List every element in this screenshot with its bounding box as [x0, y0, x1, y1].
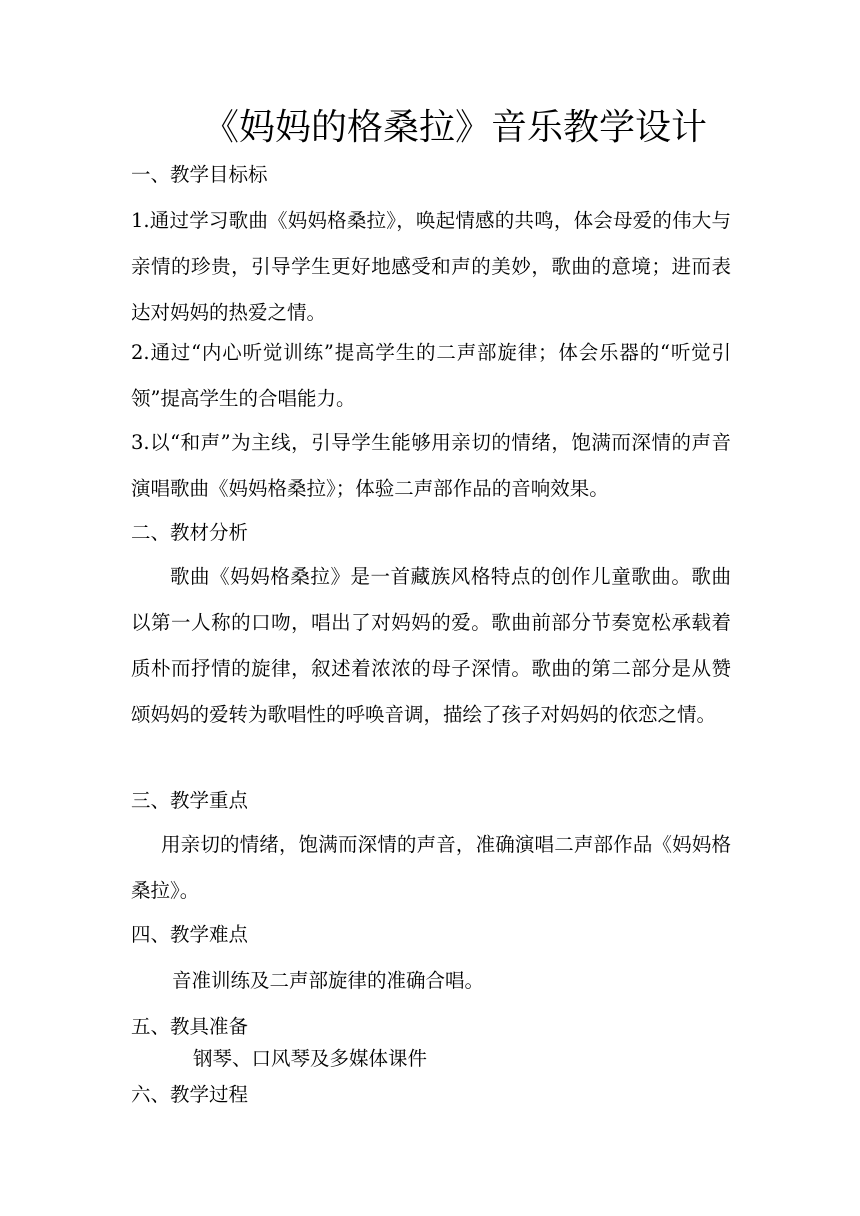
difficulties-paragraph: 音准训练及二声部旋律的准确合唱。 [172, 969, 485, 992]
section-heading-objectives: 一、教学目标标 [131, 163, 268, 186]
objective-paragraph-1: 1.通过学习歌曲《妈妈格桑拉》，唤起情感的共鸣，体会母爱的伟大与亲情的珍贵，引导学生更好地感受和声的美妙，歌曲的意境；进而表达对妈妈的热爱之情。 [131, 209, 731, 324]
section-heading-difficulties: 四、教学难点 [131, 923, 249, 946]
teaching-aids-paragraph: 钢琴、口风琴及多媒体课件 [193, 1047, 428, 1070]
section-heading-process: 六、教学过程 [131, 1083, 249, 1106]
document-title: 《妈妈的格桑拉》音乐教学设计 [202, 107, 707, 148]
analysis-paragraph: 歌曲《妈妈格桑拉》是一首藏族风格特点的创作儿童歌曲。歌曲以第一人称的口吻，唱出了对妈妈的爱。歌曲前部分节奏宽松承载着质朴而抒情的旋律，叙述着浓浓的母子深情。歌曲的第二部分是从赞颂妈妈的爱转为歌唱性的呼唤音调，描绘了孩子对妈妈的依恋之情。 [131, 565, 731, 726]
key-points-paragraph: 用亲切的情绪，饱满而深情的声音，准确演唱二声部作品《妈妈格桑拉》。 [131, 833, 731, 902]
section-heading-analysis: 二、教材分析 [131, 521, 249, 544]
section-heading-teaching-aids: 五、教具准备 [131, 1015, 249, 1038]
objective-paragraph-2: 2.通过“内心听觉训练”提高学生的二声部旋律；体会乐器的“听觉引领”提高学生的合唱能力。 [131, 341, 731, 410]
section-heading-key-points: 三、教学重点 [131, 789, 249, 812]
objective-paragraph-3: 3.以“和声”为主线，引导学生能够用亲切的情绪，饱满而深情的声音演唱歌曲《妈妈格桑拉》；体验二声部作品的音响效果。 [131, 431, 731, 500]
